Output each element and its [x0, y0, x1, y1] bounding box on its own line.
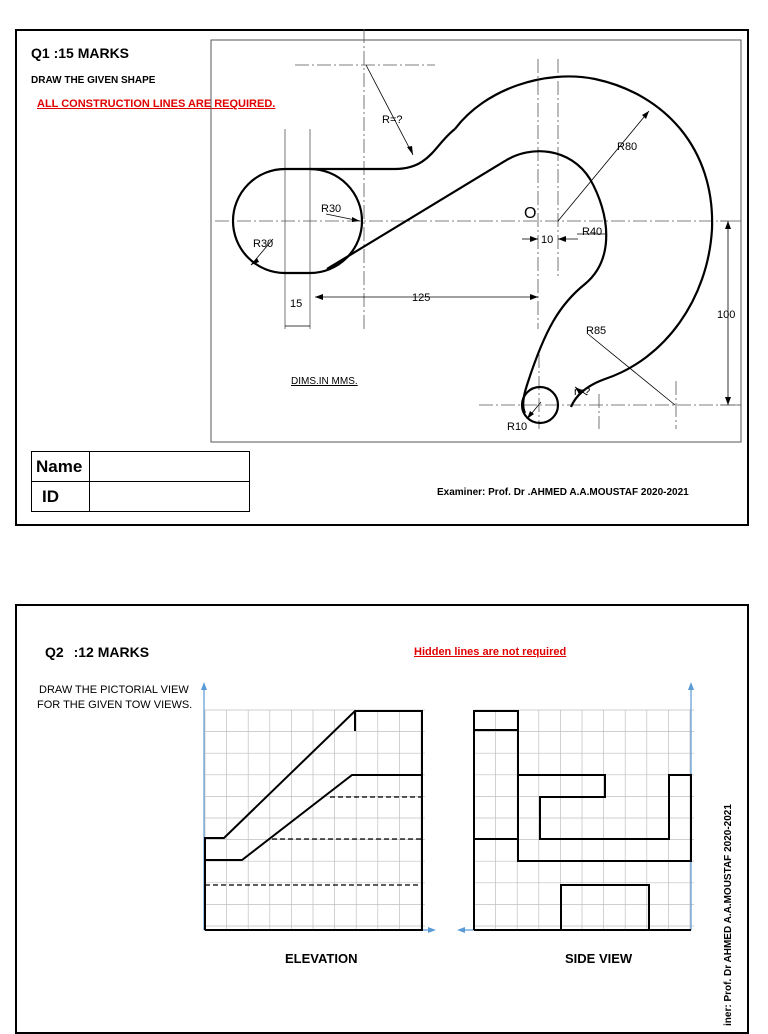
center-lines — [215, 29, 741, 429]
elevation-outline — [205, 711, 422, 930]
q2-instruction-1: DRAW THE PICTORIAL VIEW — [39, 684, 189, 696]
dim-r30-bottom: R30 — [253, 238, 274, 250]
question-1-panel — [15, 29, 749, 526]
dim-r-small-unknown: r=? — [574, 386, 591, 398]
dim-r30-top: R30 — [321, 203, 342, 215]
dim-15: 15 — [290, 298, 303, 310]
q1-construction-note: ALL CONSTRUCTION LINES ARE REQUIRED. — [37, 98, 276, 110]
q2-title-marks: :12 MARKS — [73, 644, 150, 660]
dims-note: DIMS.IN MMS. — [291, 376, 358, 387]
arrowheads — [251, 111, 731, 419]
dim-r40: R40 — [582, 226, 603, 238]
name-label: Name — [32, 452, 90, 482]
extension-lines — [285, 129, 741, 405]
q2-instruction-2: FOR THE GIVEN TOW VIEWS. — [37, 699, 193, 711]
q2-vertical-examiner: iner: Prof. Dr AHMED A.A.MOUSTAF 2020-2021 — [723, 804, 734, 1026]
q2-title-prefix: Q2 — [45, 644, 64, 660]
dimension-lines — [251, 65, 728, 419]
side-view-label: SIDE VIEW — [565, 951, 633, 966]
dim-125: 125 — [412, 292, 431, 304]
q2-title — [45, 644, 149, 660]
elevation-label: ELEVATION — [285, 951, 358, 966]
student-id-table — [31, 451, 250, 512]
id-field[interactable] — [90, 482, 250, 512]
side-view — [457, 676, 697, 926]
elevation-view — [200, 676, 440, 926]
center-label-o: O — [524, 205, 537, 222]
elevation-hidden-lines — [205, 797, 422, 885]
q1-instruction: DRAW THE GIVEN SHAPE — [31, 75, 156, 86]
side-view-grid — [474, 710, 694, 930]
side-outline — [474, 711, 691, 930]
q1-examiner: Examiner: Prof. Dr .AHMED A.A.MOUSTAF 2020-2021 — [437, 487, 689, 498]
id-label: ID — [32, 482, 90, 512]
shape-outline — [233, 76, 712, 423]
q2-hidden-lines-note: Hidden lines are not required — [414, 646, 567, 658]
name-field[interactable] — [90, 452, 250, 482]
dim-r10: R10 — [507, 421, 528, 433]
dim-r-unknown: R=? — [382, 114, 403, 126]
q1-title: Q1 :15 MARKS — [31, 45, 130, 61]
elevation-grid — [205, 710, 425, 930]
dim-10: 10 — [541, 234, 554, 246]
dim-r80: R80 — [617, 141, 638, 153]
dim-100: 100 — [717, 309, 736, 321]
question-2-panel — [15, 604, 749, 1034]
dim-r85: R85 — [586, 325, 607, 337]
